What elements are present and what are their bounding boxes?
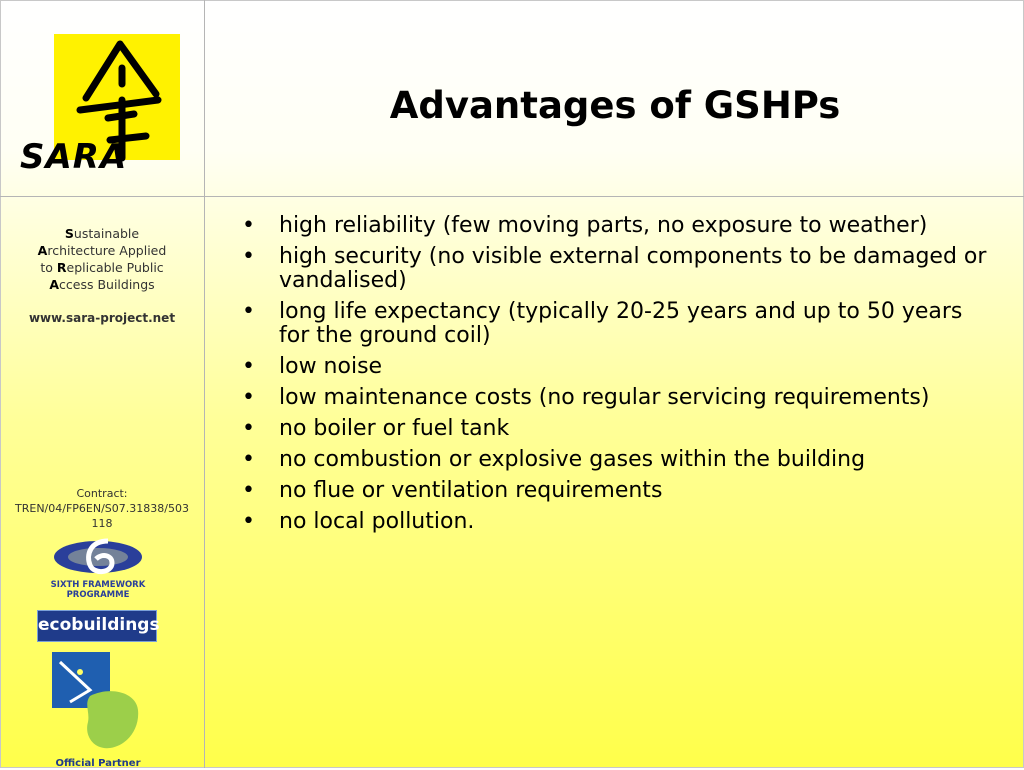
ecobuildings-text: ecobuildings bbox=[38, 615, 160, 635]
contract-number: TREN/04/FP6EN/S07.31838/503118 bbox=[15, 502, 189, 530]
list-item: • no combustion or explosive gases within the building bbox=[238, 448, 998, 472]
list-item: • low maintenance costs (no regular servicing requirements) bbox=[238, 386, 998, 410]
slide-title: Advantages of GSHPs bbox=[389, 84, 841, 127]
horizontal-divider bbox=[0, 196, 1024, 197]
list-item: • long life expectancy (typically 20-25 years and up to 50 years for the ground coil) bbox=[238, 300, 998, 348]
official-partner-logo-icon bbox=[50, 652, 146, 770]
contract-info bbox=[14, 486, 190, 531]
logo-house-icon bbox=[18, 34, 182, 174]
list-item: • high reliability (few moving parts, no exposure to weather) bbox=[238, 214, 998, 238]
acronym-line: Access Buildings bbox=[49, 277, 155, 292]
project-acronym bbox=[14, 225, 190, 293]
list-item: • low noise bbox=[238, 355, 998, 379]
logo-text: SARA bbox=[20, 137, 128, 174]
fp6-logo-icon bbox=[50, 535, 146, 599]
list-item: • no boiler or fuel tank bbox=[238, 417, 998, 441]
contract-label: Contract: bbox=[76, 487, 128, 500]
acronym-line: to Replicable Public bbox=[40, 260, 164, 275]
fp6-text-line2: PROGRAMME bbox=[66, 590, 130, 599]
fp6-text-line1: SIXTH FRAMEWORK bbox=[50, 580, 146, 590]
list-item: • no flue or ventilation requirements bbox=[238, 479, 998, 503]
list-item: • no local pollution. bbox=[238, 510, 998, 534]
sara-logo bbox=[18, 34, 182, 174]
ecobuildings-logo bbox=[37, 610, 160, 642]
advantages-list bbox=[238, 214, 998, 541]
acronym-line: Architecture Applied bbox=[37, 243, 167, 258]
list-item: • high security (no visible external components to be damaged or vandalised) bbox=[238, 245, 998, 293]
website-link[interactable]: www.sara-project.net bbox=[28, 311, 176, 325]
acronym-line: Sustainable bbox=[64, 226, 140, 241]
vertical-divider bbox=[204, 0, 205, 768]
official-partner-text: Official Partner bbox=[55, 758, 141, 769]
